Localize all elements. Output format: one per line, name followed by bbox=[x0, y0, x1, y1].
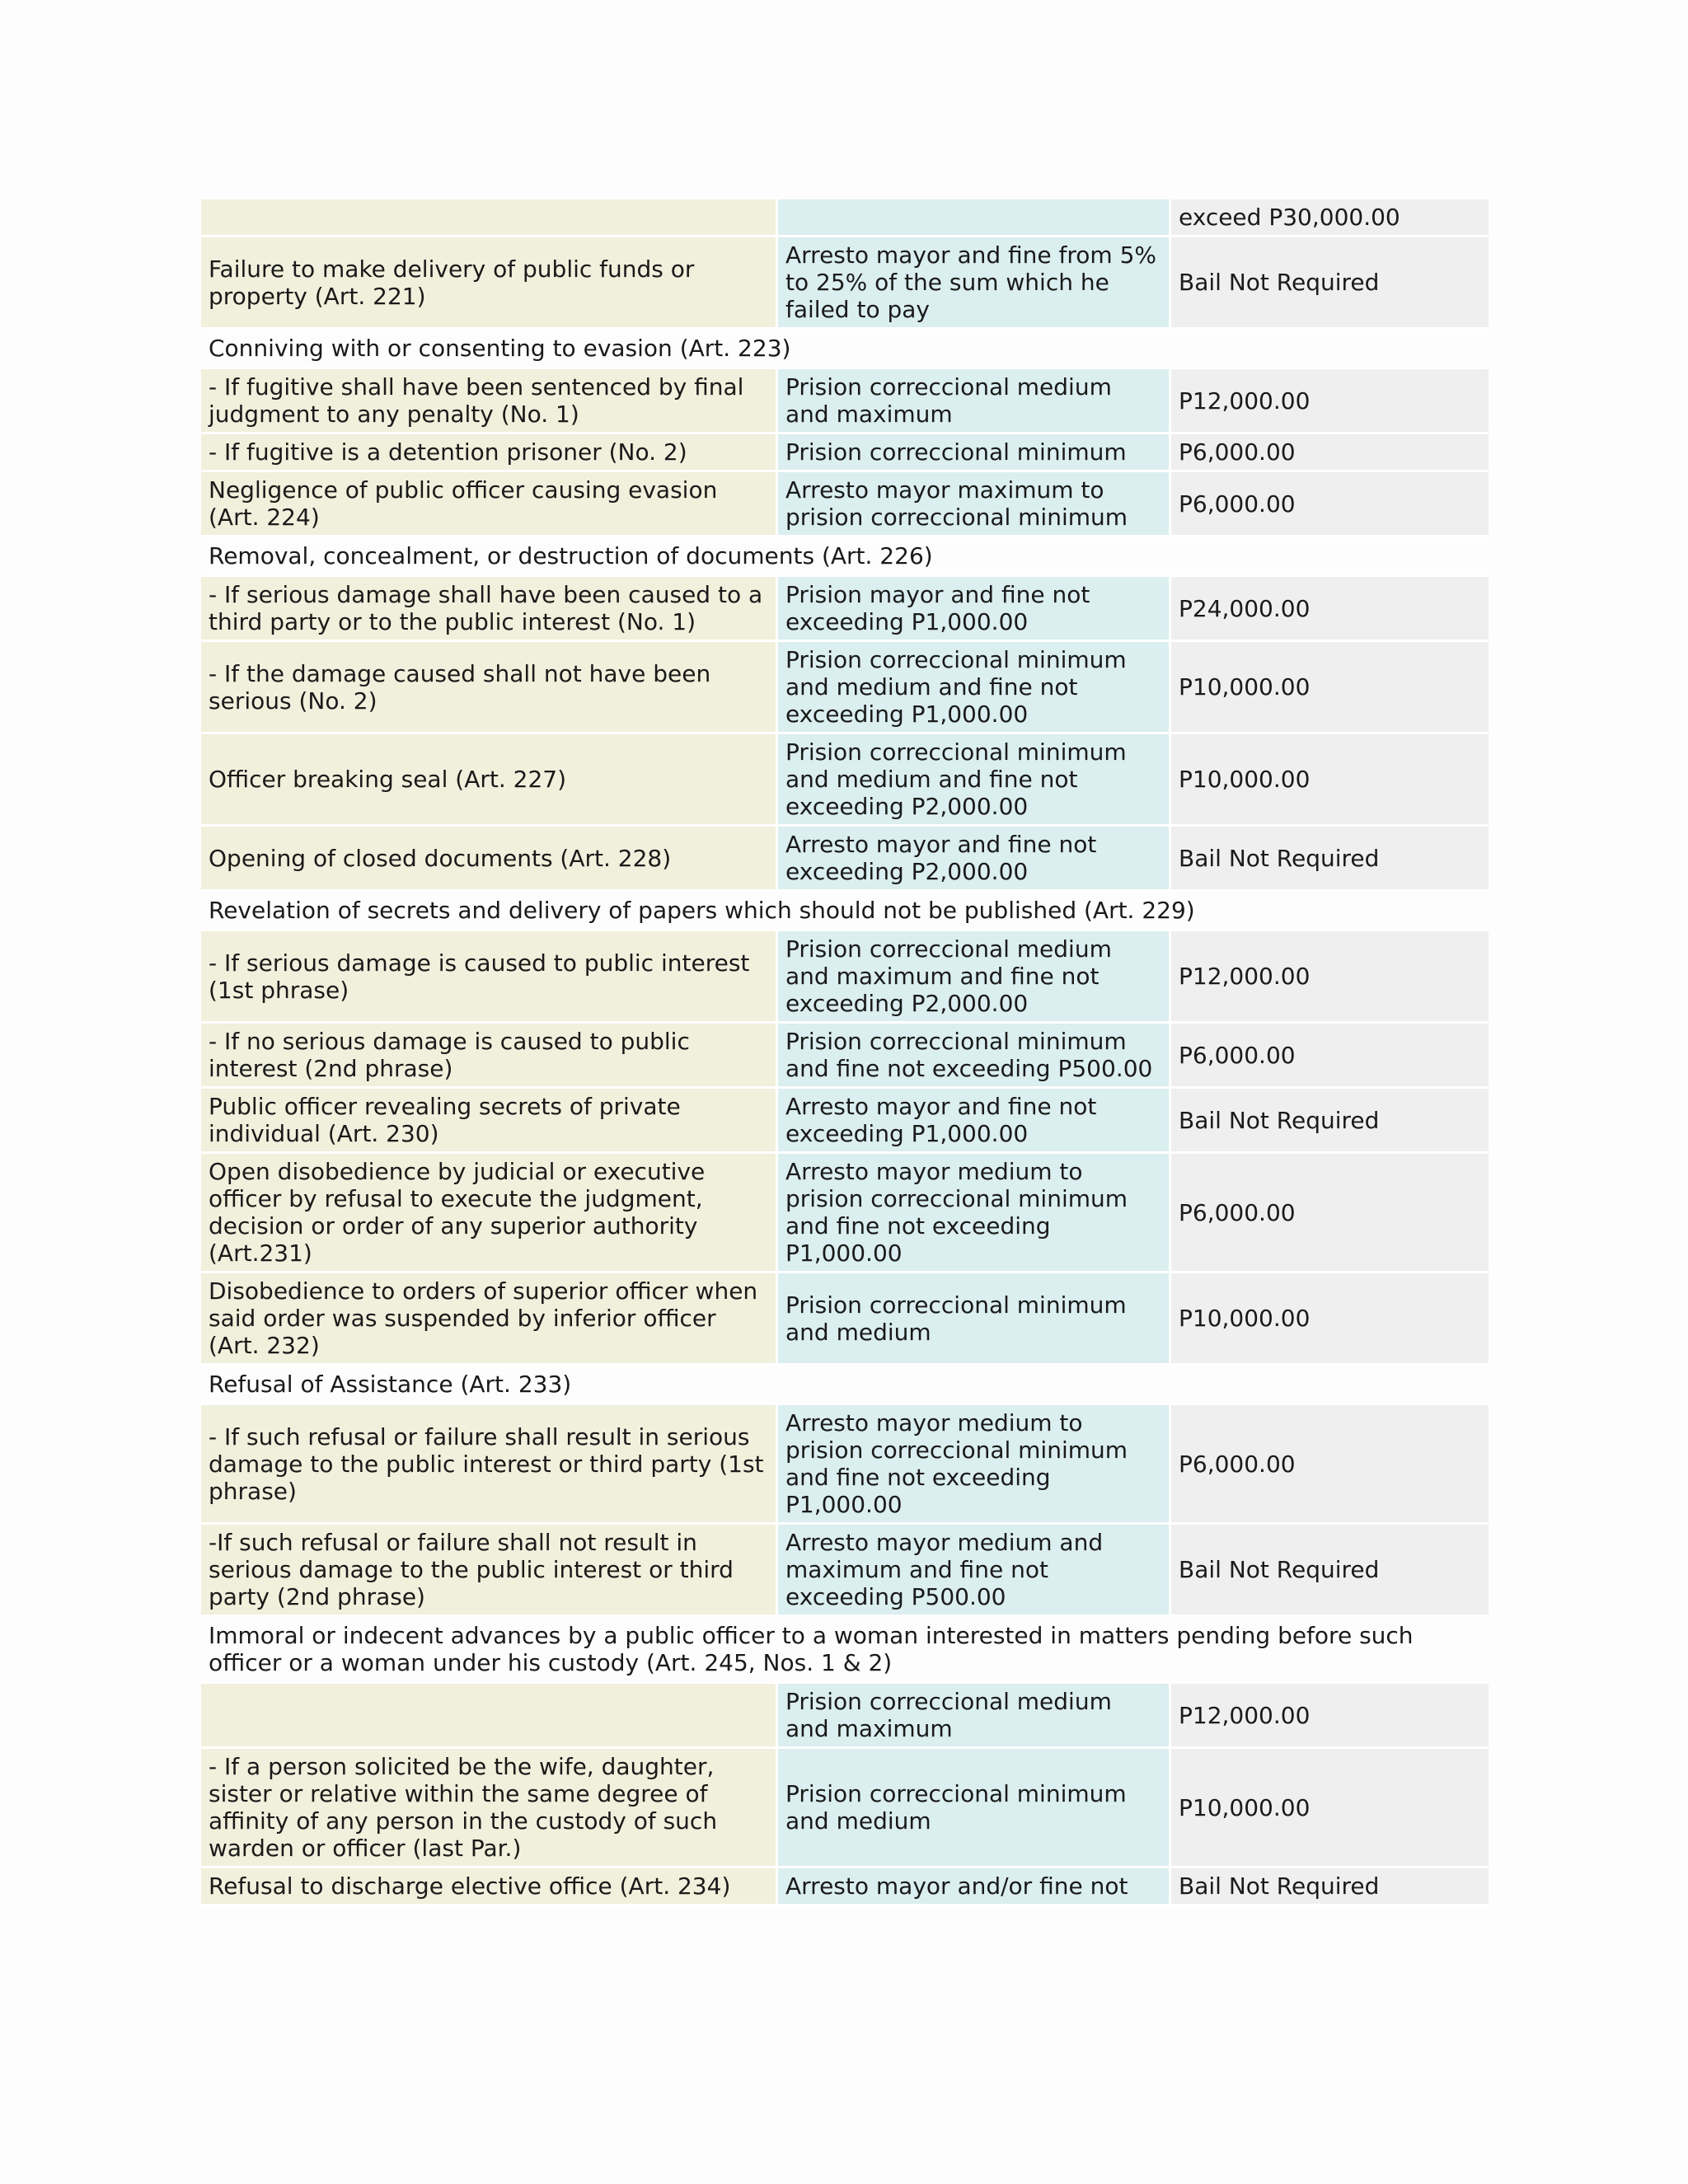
table-row bbox=[201, 369, 1489, 434]
table-row bbox=[201, 931, 1489, 1024]
bail-cell: P10,000.00 bbox=[1171, 1749, 1489, 1868]
bail-cell: P6,000.00 bbox=[1171, 1024, 1489, 1089]
penalty-cell: Arresto mayor and fine from 5% to 25% of the sum which he failed to pay bbox=[778, 237, 1171, 330]
section-header-row bbox=[201, 1366, 1489, 1405]
penalty-cell: Prision correccional minimum and medium and fine not exceeding P1,000.00 bbox=[778, 642, 1171, 734]
bail-cell: P10,000.00 bbox=[1171, 642, 1489, 734]
offense-cell: - If serious damage shall have been caused to a third party or to the public interest (No. 1) bbox=[201, 577, 778, 642]
section-header-text: Refusal of Assistance (Art. 233) bbox=[201, 1366, 1489, 1405]
table-body bbox=[201, 199, 1489, 1906]
penalty-cell: Arresto mayor and/or fine not bbox=[778, 1868, 1171, 1906]
table-row bbox=[201, 1405, 1489, 1525]
offense-cell: - If a person solicited be the wife, daughter, sister or relative within the same degree of affinity of any person in the custody of such warden or officer (last Par.) bbox=[201, 1749, 778, 1868]
bail-cell: P12,000.00 bbox=[1171, 369, 1489, 434]
penalty-cell: Prision correccional medium and maximum and fine not exceeding P2,000.00 bbox=[778, 931, 1171, 1024]
section-header-text: Removal, concealment, or destruction of documents (Art. 226) bbox=[201, 537, 1489, 577]
offense-cell bbox=[201, 199, 778, 237]
table-row bbox=[201, 472, 1489, 537]
bail-cell: Bail Not Required bbox=[1171, 1525, 1489, 1617]
penalty-cell: Prision correccional minimum and medium bbox=[778, 1273, 1171, 1366]
section-header-row bbox=[201, 892, 1489, 931]
bail-cell: P6,000.00 bbox=[1171, 1405, 1489, 1525]
table-row bbox=[201, 237, 1489, 330]
offense-cell: Negligence of public officer causing evasion (Art. 224) bbox=[201, 472, 778, 537]
section-header-row bbox=[201, 1617, 1489, 1684]
table-row bbox=[201, 734, 1489, 827]
section-header-text: Immoral or indecent advances by a public officer to a woman interested in matters pending before such officer or a woman under his custody (Art. 245, Nos. 1 & 2) bbox=[201, 1617, 1489, 1684]
offense-cell: - If fugitive is a detention prisoner (No. 2) bbox=[201, 434, 778, 472]
penalty-cell: Prision correccional minimum and medium bbox=[778, 1749, 1171, 1868]
offense-cell: Open disobedience by judicial or executive officer by refusal to execute the judgment, decision or order of any superior authority (Art.231) bbox=[201, 1154, 778, 1273]
section-header-row bbox=[201, 537, 1489, 577]
offense-cell: - If fugitive shall have been sentenced by final judgment to any penalty (No. 1) bbox=[201, 369, 778, 434]
table-row bbox=[201, 1024, 1489, 1089]
offense-cell: Refusal to discharge elective office (Art. 234) bbox=[201, 1868, 778, 1906]
table-row bbox=[201, 1684, 1489, 1749]
penalty-cell: Arresto mayor and fine not exceeding P2,000.00 bbox=[778, 827, 1171, 892]
penalty-cell: Prision correccional medium and maximum bbox=[778, 369, 1171, 434]
table-row bbox=[201, 1868, 1489, 1906]
offense-cell: Disobedience to orders of superior officer when said order was suspended by inferior officer (Art. 232) bbox=[201, 1273, 778, 1366]
bail-cell: Bail Not Required bbox=[1171, 827, 1489, 892]
bail-cell: Bail Not Required bbox=[1171, 1868, 1489, 1906]
table-row bbox=[201, 1154, 1489, 1273]
offense-cell: Officer breaking seal (Art. 227) bbox=[201, 734, 778, 827]
table-row bbox=[201, 434, 1489, 472]
table-row bbox=[201, 1273, 1489, 1366]
bail-cell: P6,000.00 bbox=[1171, 472, 1489, 537]
penalty-cell: Arresto mayor medium to prision correccional minimum and fine not exceeding P1,000.00 bbox=[778, 1405, 1171, 1525]
table-row bbox=[201, 642, 1489, 734]
section-header-text: Conniving with or consenting to evasion (Art. 223) bbox=[201, 330, 1489, 369]
document-page bbox=[201, 199, 1489, 1900]
table-row bbox=[201, 1749, 1489, 1868]
section-header-row bbox=[201, 330, 1489, 369]
penalty-cell: Prision correccional minimum and medium and fine not exceeding P2,000.00 bbox=[778, 734, 1171, 827]
bail-cell: P12,000.00 bbox=[1171, 1684, 1489, 1749]
table-row bbox=[201, 199, 1489, 237]
penalty-cell: Arresto mayor maximum to prision correccional minimum bbox=[778, 472, 1171, 537]
table-row bbox=[201, 577, 1489, 642]
penalty-cell: Prision mayor and fine not exceeding P1,000.00 bbox=[778, 577, 1171, 642]
penalty-cell: Arresto mayor medium to prision correccional minimum and fine not exceeding P1,000.00 bbox=[778, 1154, 1171, 1273]
penalty-cell: Prision correccional minimum bbox=[778, 434, 1171, 472]
table-row bbox=[201, 1089, 1489, 1154]
penalty-cell: Prision correccional minimum and fine not exceeding P500.00 bbox=[778, 1024, 1171, 1089]
bail-cell: P6,000.00 bbox=[1171, 434, 1489, 472]
penalty-cell: Arresto mayor and fine not exceeding P1,000.00 bbox=[778, 1089, 1171, 1154]
section-header-text: Revelation of secrets and delivery of papers which should not be published (Art. 229) bbox=[201, 892, 1489, 931]
bail-cell: P6,000.00 bbox=[1171, 1154, 1489, 1273]
bail-schedule-table bbox=[201, 199, 1489, 1906]
bail-cell: P10,000.00 bbox=[1171, 1273, 1489, 1366]
offense-cell: - If no serious damage is caused to public interest (2nd phrase) bbox=[201, 1024, 778, 1089]
offense-cell: Opening of closed documents (Art. 228) bbox=[201, 827, 778, 892]
offense-cell bbox=[201, 1684, 778, 1749]
offense-cell: -If such refusal or failure shall not result in serious damage to the public interest or third party (2nd phrase) bbox=[201, 1525, 778, 1617]
offense-cell: Failure to make delivery of public funds or property (Art. 221) bbox=[201, 237, 778, 330]
offense-cell: - If such refusal or failure shall result in serious damage to the public interest or third party (1st phrase) bbox=[201, 1405, 778, 1525]
offense-cell: Public officer revealing secrets of private individual (Art. 230) bbox=[201, 1089, 778, 1154]
table-row bbox=[201, 827, 1489, 892]
offense-cell: - If serious damage is caused to public interest (1st phrase) bbox=[201, 931, 778, 1024]
bail-cell: Bail Not Required bbox=[1171, 237, 1489, 330]
bail-cell: P12,000.00 bbox=[1171, 931, 1489, 1024]
penalty-cell: Arresto mayor medium and maximum and fine not exceeding P500.00 bbox=[778, 1525, 1171, 1617]
bail-cell: P10,000.00 bbox=[1171, 734, 1489, 827]
offense-cell: - If the damage caused shall not have been serious (No. 2) bbox=[201, 642, 778, 734]
bail-cell: Bail Not Required bbox=[1171, 1089, 1489, 1154]
penalty-cell bbox=[778, 199, 1171, 237]
bail-cell: P24,000.00 bbox=[1171, 577, 1489, 642]
bail-cell: exceed P30,000.00 bbox=[1171, 199, 1489, 237]
penalty-cell: Prision correccional medium and maximum bbox=[778, 1684, 1171, 1749]
table-row bbox=[201, 1525, 1489, 1617]
